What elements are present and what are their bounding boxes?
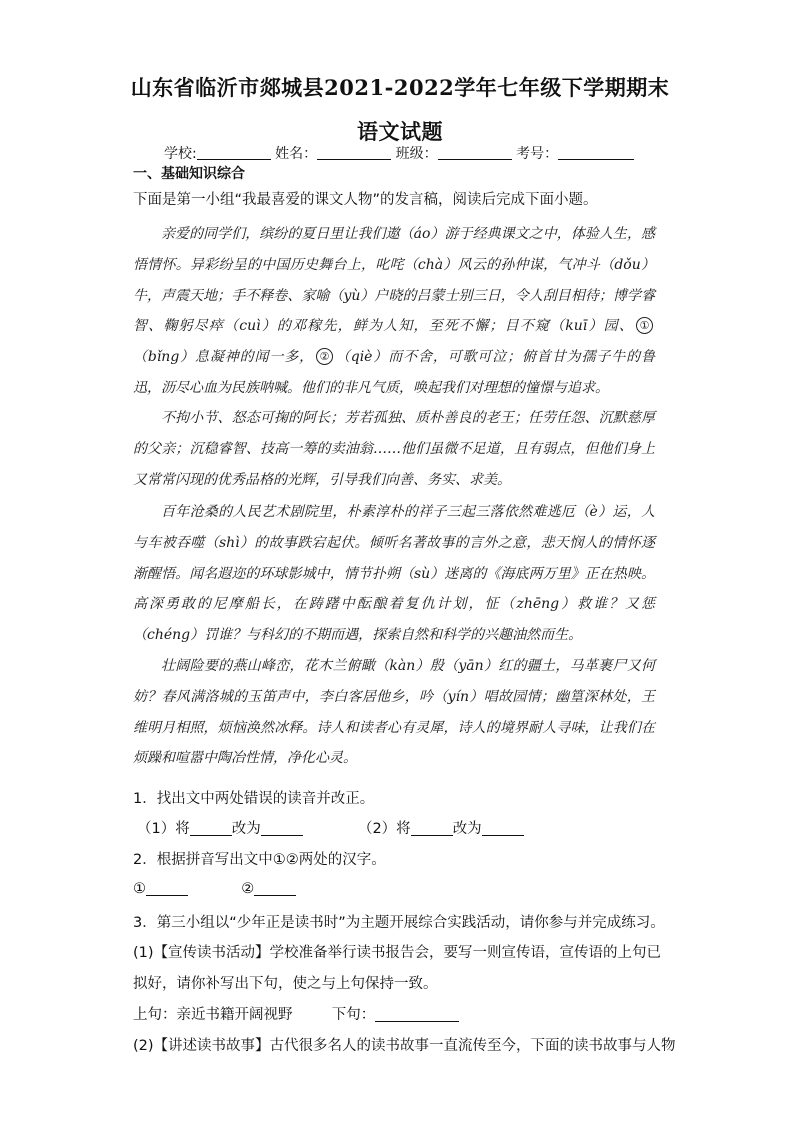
q1-part-2-change-label: 改为 [452,821,482,837]
q1-part-2-label: （2）将 [357,821,411,837]
slogan-lower-blank[interactable] [375,1006,459,1022]
slogan-lower-label: 下句： [331,1007,376,1023]
intro-text: 下面是第一小组“我最喜爱的课文人物”的发言稿，阅读后完成下面小题。 [133,192,598,208]
q1-part-1-label: （1）将 [137,821,190,837]
class-blank[interactable] [438,145,512,160]
passage-paragraph-4: 壮阔险要的燕山峰峦，花木兰俯瞰（kàn）殷（yān）红的疆土，马革裹尸又何妨？春风满洛城的玉笛声中，李白客居他乡，吟（yín）唱故园情；幽篁深林处，王维明月相照，烦恼涣然冰释。诗人和读者心有灵犀，诗人的境界耐人寻味，让我们在烦躁和喧嚣中陶冶性情，净化心灵。 [133,658,655,767]
student-info-row [164,143,724,163]
passage-p1-part-b: （bǐng）息凝神的闻一多， [133,349,314,366]
passage-p1-part-a: 亲爱的同学们，缤纷的夏日里让我们遨（áo）游于经典课文之中，体验人生，感悟情怀。异彩纷呈的中国历史舞台上，叱咤（chà）风云的孙仲谋，气冲斗（dǒu）牛，声震天地；手不释卷、家喻（yù）户晓的吕蒙士别三日，令人刮目相待；博学睿智、鞠躬尽瘁（cuì）的邓稼先，鲜为人知，至死不懈；目不窥（kuī）园、 [133,226,655,335]
q2-answer-1-blank[interactable] [146,880,188,896]
question-3-part-1-slogan [133,1003,663,1024]
passage-paragraph-1 [133,219,655,404]
section-heading: 一、基础知识综合 [133,166,245,182]
question-2-answers [133,880,663,897]
q1-part-1-change-label: 改为 [231,821,261,837]
exam-number-label: 考号： [516,146,559,162]
q2-marker-1: ① [133,881,146,897]
name-label: 姓名： [275,146,318,162]
question-1: 1．找出文中两处错误的读音并改正。 [133,791,375,807]
question-3-part-1: (1)【宣传读书活动】学校准备举行读书报告会，要写一则宣传语，宣传语的上句已拟好，请你补写出下句，使之与上句保持一致。 [133,945,662,992]
name-blank[interactable] [317,145,391,160]
question-1-answers [137,817,667,838]
class-label: 班级： [395,146,438,162]
passage-paragraph-2: 不拘小节、怒态可掬的阿长；芳若孤独、质朴善良的老王；任劳任怨、沉默慈厚的父亲；沉稳睿智、技高一筹的卖油翁……他们虽微不足道，且有弱点，但他们身上又常常闪现的优秀品格的光辉，引导我们向善、务实、求美。 [133,410,655,488]
passage-p1-part-c: （qiè）而不舍，可歌可泣；俯首甘为孺子牛的鲁迅，沥尽心血为民族呐喊。他们的非凡气质，唤起我们对理想的憧憬与追求。 [133,349,655,396]
marker-1: ① [636,317,653,334]
exam-number-blank[interactable] [558,145,634,160]
q1-part-1-corrected-blank[interactable] [261,820,303,836]
q2-answer-2-blank[interactable] [254,880,296,896]
page-title: 山东省临沂市郯城县2021-2022学年七年级下学期期末语文试题 [130,75,670,144]
passage-paragraph-3: 百年沧桑的人民艺术剧院里，朴素淳朴的祥子三起三落依然难逃厄（è）运，人与车被吞噬（shì）的故事跌宕起伏。倾听名著故事的言外之意，悲天悯人的情怀逐渐醒悟。闻名遐迩的环球影城中，情节扑朔（sù）迷离的《海底两万里》正在热映。高深勇敢的尼摩船长，在踌躇中酝酿着复仇计划，怔（zhēng）救谁？又惩（chéng）罚谁？与科幻的不期而遇，探索自然和科学的兴趣油然而生。 [133,504,655,644]
school-blank[interactable] [197,145,271,160]
marker-2: ② [316,348,333,365]
question-3: 3．第三小组以“少年正是读书时”为主题开展综合实践活动，请你参与并完成练习。 [133,915,665,931]
q2-marker-2: ② [241,881,255,897]
question-2: 2．根据拼音写出文中①②两处的汉字。 [133,852,386,868]
q1-part-1-original-blank[interactable] [190,820,232,836]
slogan-upper-line: 上句：亲近书籍开阔视野 [133,1007,293,1023]
question-3-part-2: (2)【讲述读书故事】古代很多名人的读书故事一直流传至今，下面的读书故事与人物 [133,1038,676,1054]
q1-part-2-original-blank[interactable] [411,820,453,836]
q1-part-2-corrected-blank[interactable] [482,820,524,836]
school-label: 学校: [164,146,197,162]
